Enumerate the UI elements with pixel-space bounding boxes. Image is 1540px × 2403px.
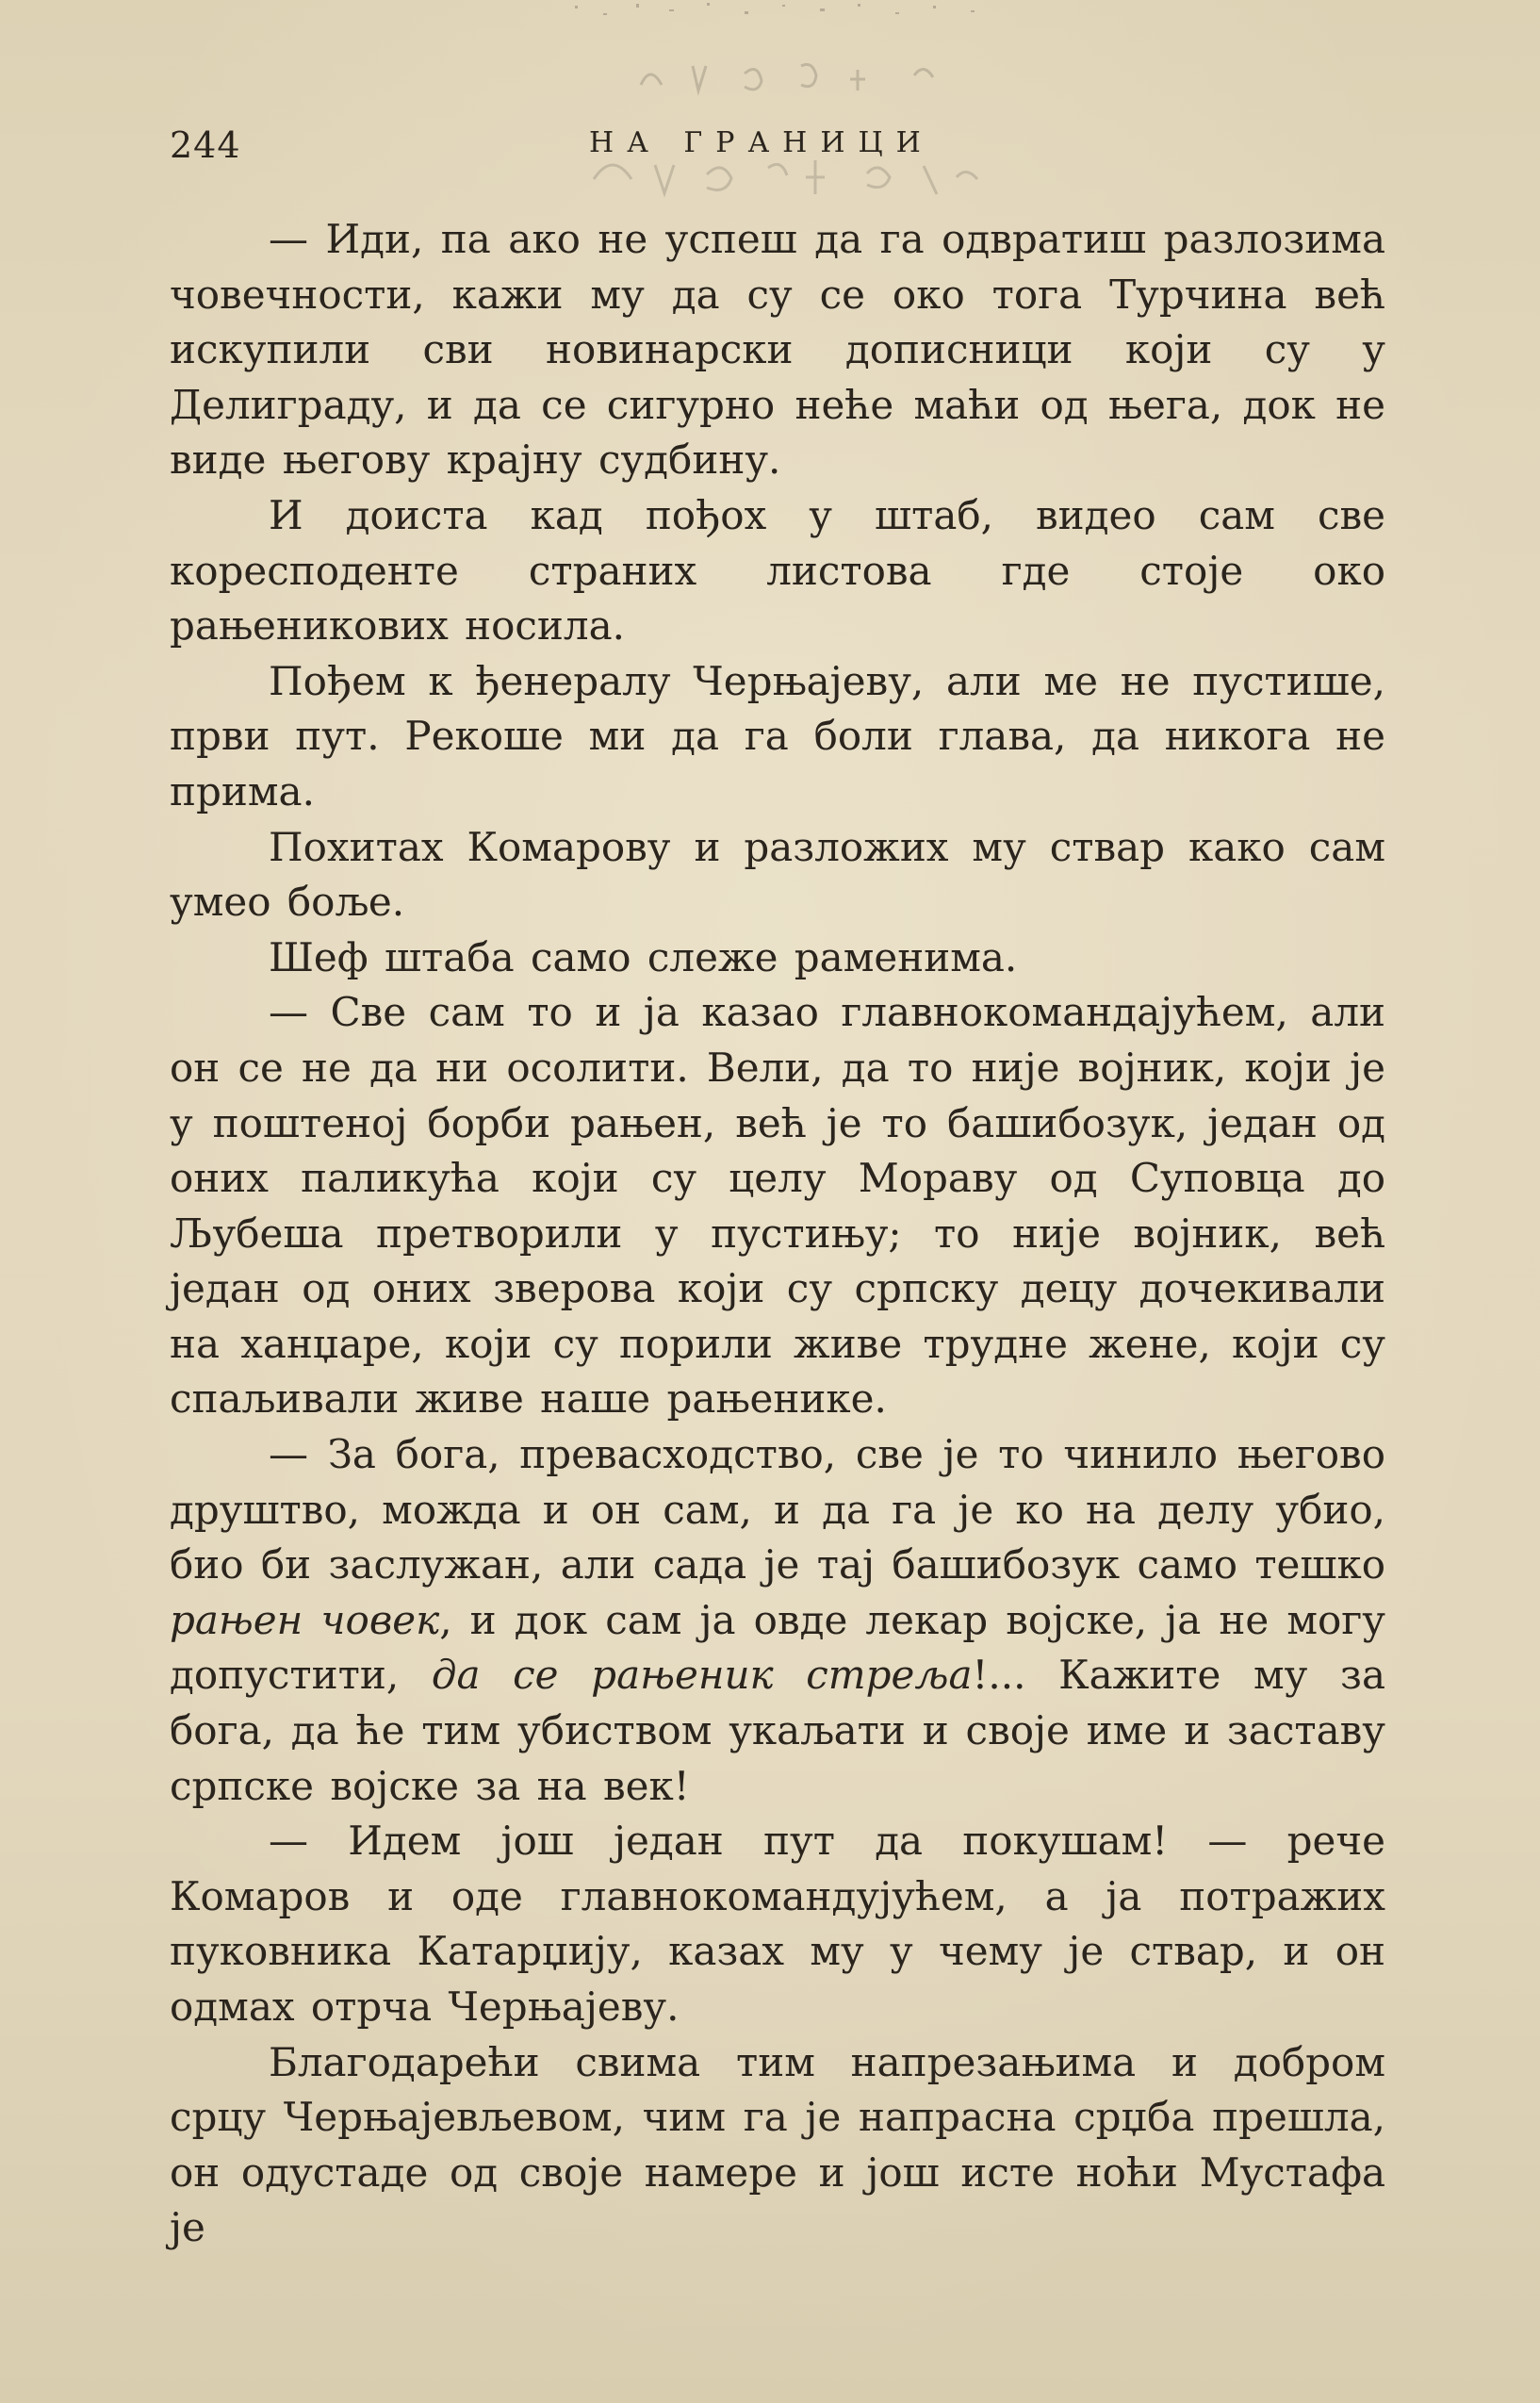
paragraph: Похитах Комарову и разложих му ствар како сам умео боље.: [170, 823, 1385, 926]
text-run: , и док сам ја овде лекар војске, ја не могу допустити,: [170, 1596, 1385, 1699]
text-run: — За бога, превасходство, све је то чинило његово друштво, можда и он сам, и да га је ко на делу убио, био би заслужан, али сада је тај башибозук само тешко: [170, 1431, 1385, 1588]
paragraph: Пођем к ђенералу Черњајеву, али ме не пустише, први пут. Рекоше ми да га боли глава, да никога не прима.: [170, 657, 1385, 815]
paragraph: Шеф штаба само слеже раменима.: [269, 933, 1018, 980]
paragraph: — Иди, па ако не успеш да га одвратиш разлозима човечности, кажи му да су се око тога Турчина већ искупили сви новинарски дописници који су у Делиграду, и да се сигурно неће маћи од њега, док не виде његову крајну судбину.: [170, 216, 1385, 484]
text-run: !... Кажите му за бога, да ће тим убиством укаљати и своје име и заставу српске војске за на век!: [170, 1652, 1385, 1809]
running-title: НА ГРАНИЦИ: [589, 126, 934, 159]
library-stamp: [565, 0, 1008, 207]
paragraph: Благодарећи свима тим напрезањима и добром срцу Черњајевљевом, чим га је напрасна срџба прешла, он одустаде од своје намере и још исте ноћи Мустафа је: [170, 2038, 1385, 2251]
paragraph-with-italics: [170, 1427, 1385, 1814]
body-text: [170, 212, 1385, 2256]
page-number: 244: [170, 124, 241, 166]
italic-phrase: рањен човек: [170, 1596, 440, 1643]
italic-phrase: да се рањеник стреља: [431, 1652, 973, 1699]
paragraph: — Идем још један пут да покушам! — рече Комаров и оде главнокомандујућем, а ја потражих пуковника Катарџију, казах му у чему је ствар, и он одмах отрча Черњајеву.: [170, 1818, 1385, 2030]
paragraph: И доиста кад пођох у штаб, видео сам све коресподенте страних листова где стоје око рањеникових носила.: [170, 491, 1385, 650]
paragraph: — Све сам то и ја казао главнокомандајућем, али он се не да ни осолити. Вели, да то није војник, који је у поштеној борби рањен, већ је то башибозук, један од оних паликућа који су целу Мораву од Суповца до Љубеша претворили у пустињу; то није војник, већ један од оних зверова који су српску децу дочекивали на ханџаре, који су порили живе трудне жене, који су спаљивали живе наше рањенике.: [170, 989, 1385, 1423]
